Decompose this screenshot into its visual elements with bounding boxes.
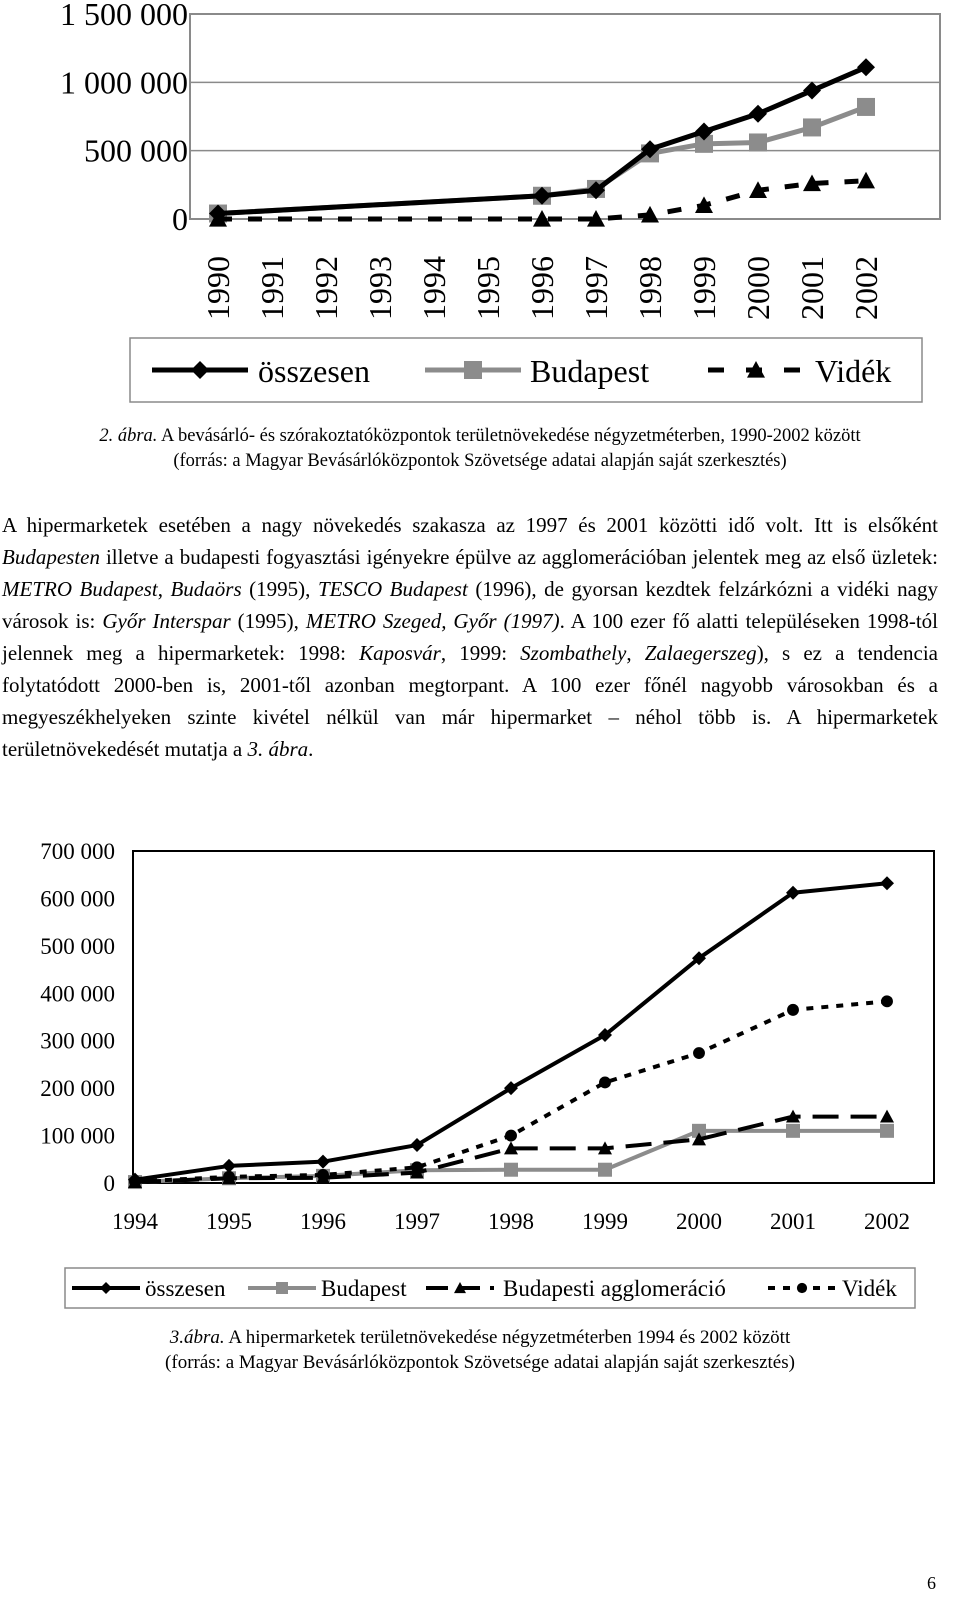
- figure-2-source: (forrás: a Magyar Bevásárlóközpontok Szövetsége adatai alapján saját szerkesztés): [173, 451, 787, 471]
- y-tick-label: 100 000: [40, 1123, 115, 1149]
- legend: [130, 338, 922, 402]
- data-point: [857, 172, 875, 189]
- x-tick-label: 1997: [578, 256, 614, 320]
- legend-label: Budapesti agglomeráció: [503, 1276, 726, 1301]
- y-tick-label: 400 000: [40, 981, 115, 1007]
- x-tick-label: 1998: [488, 1209, 534, 1234]
- data-point: [504, 1163, 518, 1177]
- paragraph-segment: (1995),: [230, 609, 306, 633]
- figure-3-title: A hipermarketek területnövekedése négyzetméterben 1994 és 2002 között: [224, 1327, 791, 1348]
- y-tick-label: 0: [172, 201, 188, 237]
- data-point: [411, 1161, 423, 1173]
- figure-3-source: (forrás: a Magyar Bevásárlóközpontok Szövetsége adatai alapján saját szerkesztés): [165, 1352, 795, 1373]
- x-tick-label: 2001: [770, 1209, 816, 1234]
- x-tick-label: 2002: [864, 1209, 910, 1234]
- paragraph-segment: Kaposvár: [359, 641, 441, 665]
- data-point: [693, 1047, 705, 1059]
- data-point: [316, 1155, 330, 1169]
- paragraph-segment: Budaörs: [170, 577, 242, 601]
- data-point: [749, 133, 767, 151]
- x-tick-label: 2002: [848, 256, 884, 320]
- legend-label: összesen: [145, 1276, 226, 1301]
- legend-marker: [276, 1282, 288, 1294]
- data-point: [803, 82, 821, 100]
- paragraph-segment: METRO Szeged, Győr (1997): [305, 609, 560, 633]
- x-tick-label: 1999: [686, 256, 722, 320]
- paragraph-segment: ,: [157, 577, 171, 601]
- y-tick-label: 1 500 000: [60, 0, 188, 32]
- y-tick-label: 200 000: [40, 1076, 115, 1102]
- x-tick-label: 2000: [740, 256, 776, 320]
- y-tick-label: 500 000: [40, 933, 115, 959]
- legend-label: összesen: [258, 353, 370, 389]
- data-point: [881, 995, 893, 1007]
- legend-label: Vidék: [842, 1276, 897, 1301]
- legend-label: Vidék: [815, 353, 892, 389]
- data-point: [599, 1077, 611, 1089]
- y-tick-label: 1 000 000: [60, 64, 188, 101]
- x-tick-label: 1999: [582, 1209, 628, 1234]
- figure-2-caption: [0, 424, 960, 474]
- paragraph-segment: (1995),: [241, 577, 318, 601]
- figure-3-caption: [0, 1325, 960, 1375]
- paragraph-segment: , 1999:: [440, 641, 521, 665]
- y-tick-label: 600 000: [40, 886, 115, 912]
- x-tick-label: 1992: [308, 256, 344, 320]
- x-tick-label: 1996: [300, 1209, 346, 1234]
- data-point: [598, 1163, 612, 1177]
- paragraph-segment: . A 100 ezer fő alatti településeken 1998-tól jelennek meg a hipermarketek: 1998:: [2, 609, 939, 665]
- x-tick-label: 1997: [394, 1209, 440, 1234]
- paragraph-segment: ), s ez a tendencia folytatódott 2000-ben is, 2001-től azonban megtorpant. A 100 ezer főnél nagyobb városokban és a megyeszékhelyeken szinte kivétel nélkül van már hipermarket – néhol több is. A hipermarketek területnövekedését mutatja a: [2, 641, 938, 761]
- data-point: [317, 1169, 329, 1181]
- y-tick-label: 500 000: [84, 132, 188, 169]
- paragraph-segment: TESCO Budapest: [317, 577, 468, 601]
- paragraph-segment: A hipermarketek esetében a nagy növekedés szakasza az 1997 és 2001 közötti idő volt. Itt is elsőként: [2, 513, 938, 537]
- x-tick-label: 2000: [676, 1209, 722, 1234]
- x-tick-label: 2001: [794, 256, 830, 320]
- data-point: [786, 1124, 800, 1138]
- chart-area-growth-1990-2002: [0, 0, 960, 410]
- y-tick-label: 300 000: [40, 1028, 115, 1054]
- body-paragraph: [2, 509, 938, 765]
- figure-2-label: 2. ábra.: [99, 426, 158, 446]
- data-point: [803, 118, 821, 136]
- y-tick-label: 700 000: [40, 839, 115, 864]
- x-tick-label: 1994: [112, 1209, 158, 1234]
- legend-marker: [797, 1283, 807, 1293]
- data-point: [880, 1110, 894, 1123]
- data-point: [787, 1004, 799, 1016]
- paragraph-segment: METRO Budapest: [2, 577, 158, 601]
- x-tick-label: 1995: [470, 256, 506, 320]
- paragraph-segment: Győr Interspar: [102, 609, 231, 633]
- x-tick-label: 1991: [254, 256, 290, 320]
- chart-hypermarket-growth-1994-2002: [0, 830, 960, 1320]
- data-point: [857, 58, 875, 76]
- x-tick-label: 1998: [632, 256, 668, 320]
- figure-3-label: 3.ábra.: [169, 1327, 225, 1348]
- data-point: [880, 1124, 894, 1138]
- y-tick-label: 0: [103, 1171, 115, 1196]
- x-tick-label: 1990: [200, 256, 236, 320]
- data-point: [505, 1130, 517, 1142]
- legend-marker: [464, 361, 482, 379]
- x-tick-label: 1996: [524, 256, 560, 320]
- paragraph-segment: .: [308, 737, 314, 761]
- plot-area: [190, 14, 940, 219]
- data-point: [857, 98, 875, 116]
- figure-2-title: A bevásárló- és szórakoztatóközpontok területnövekedése négyzetméterben, 1990-2002 között: [157, 426, 861, 446]
- plot-area: [133, 851, 934, 1183]
- paragraph-segment: (1996), de gyorsan kezdtek felzárkózni a vidéki nagy városok is:: [2, 577, 938, 633]
- data-point: [222, 1159, 236, 1173]
- paragraph-segment: Szombathely: [520, 641, 627, 665]
- x-tick-label: 1995: [206, 1209, 252, 1234]
- x-tick-label: 1993: [362, 256, 398, 320]
- legend-label: Budapest: [321, 1276, 407, 1301]
- x-tick-label: 1994: [416, 256, 452, 320]
- paragraph-segment: 3. ábra: [247, 737, 309, 761]
- data-point: [880, 876, 894, 890]
- paragraph-segment: illetve a budapesti fogyasztási igényekre épülve az agglomerációban jelentek meg az első üzletek:: [99, 545, 938, 569]
- legend-label: Budapest: [530, 353, 650, 389]
- paragraph-segment: Budapesten: [2, 545, 100, 569]
- paragraph-segment: Zalaegerszeg: [644, 641, 757, 665]
- data-point: [749, 105, 767, 123]
- page-number: 6: [927, 1573, 936, 1593]
- paragraph-segment: ,: [626, 641, 645, 665]
